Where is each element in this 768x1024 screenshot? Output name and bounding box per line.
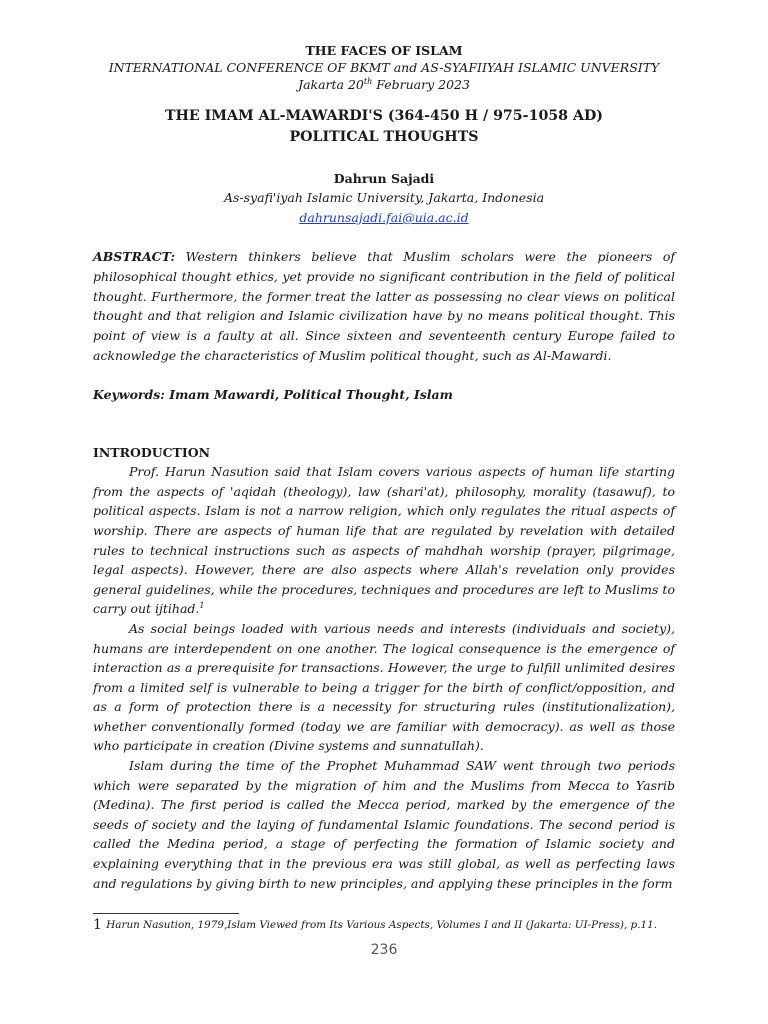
- page-number: 236: [370, 942, 398, 958]
- author-name: Dahrun Sajadi: [333, 171, 435, 186]
- footnote-text: Harun Nasution, 1979,Islam Viewed from Its Various Aspects, Volumes I and II (Jakarta: UI-Press), p.11.: [106, 919, 658, 931]
- conference-name: INTERNATIONAL CONFERENCE OF BKMT and AS-SYAFIIYAH ISLAMIC UNVERSITY: [108, 60, 660, 75]
- paper-page: [93, 42, 675, 893]
- paper-title: [93, 106, 675, 148]
- footnote: [93, 918, 683, 932]
- footnote-mark: 1: [93, 917, 102, 933]
- conference-title: THE FACES OF ISLAM: [305, 43, 463, 58]
- abstract-text: Western thinkers believe that Muslim scholars were the pioneers of philosophical thought ethics, yet provide no significant contribution in the field of political thought. Furthermore, the former treat the latter as possessing no clear views on political thought and that religion and Islamic civilization have by no means political thought. This point of view is a faulty at all. Since sixteen and seventeenth century Europe failed to acknowledge the characteristics of Muslim political thought, such as Al-Mawardi.: [93, 249, 675, 363]
- keywords: Keywords: Imam Mawardi, Political Thought, Islam: [93, 386, 453, 402]
- author-affiliation: As-syafi'iyah Islamic University, Jakarta, Indonesia: [223, 190, 545, 205]
- date-ordinal: th: [363, 76, 373, 86]
- intro-paragraph-1-text: Prof. Harun Nasution said that Islam covers various aspects of human life starting from the aspects of 'aqidah (theology), law (shari'at), philosophy, morality (tasawuf), to political aspects. Islam is not a narrow religion, which only regulates the ritual aspects of worship. There are aspects of human life that are regulated by revelation with detailed rules to technical instructions such as aspects of mahdhah worship (prayer, pilgrimage, legal aspects). However, there are also aspects where Allah's revelation only provides general guidelines, while the procedures, techniques and procedures are left to Muslims to carry out ijtihad.: [93, 464, 675, 617]
- intro-paragraph-1: [93, 462, 675, 619]
- abstract: [93, 247, 675, 366]
- abstract-label: ABSTRACT:: [93, 249, 176, 264]
- footnote-divider: [93, 913, 239, 914]
- date-prefix: Jakarta 20: [298, 77, 364, 92]
- paper-title-line-2: POLITICAL THOUGHTS: [289, 129, 479, 145]
- footnote-reference[interactable]: 1: [199, 601, 205, 611]
- date-suffix: February 2023: [372, 77, 470, 92]
- author-email-link[interactable]: dahrunsajadi.fai@uia.ac.id: [299, 210, 469, 225]
- paper-title-line-1: THE IMAM AL-MAWARDI'S (364-450 H / 975-1058 AD): [164, 108, 604, 124]
- conference-date: [93, 76, 675, 93]
- section-heading-introduction: INTRODUCTION: [93, 444, 211, 460]
- intro-paragraph-2: As social beings loaded with various needs and interests (individuals and society), humans are interdependent on one another. The logical consequence is the emergence of interaction as a prerequisite for transactions. However, the urge to fulfill unlimited desires from a limited self is vulnerable to being a trigger for the birth of conflict/opposition, and as a form of protection there is a necessity for structuring rules (institutionalization), whether conventionally formed (today we are familiar with democracy). as well as those who participate in creation (Divine systems and sunnatullah).: [93, 620, 675, 754]
- intro-paragraph-3: Islam during the time of the Prophet Muhammad SAW went through two periods which were separated by the migration of him and the Muslims from Mecca to Yasrib (Medina). The first period is called the Mecca period, marked by the emergence of the seeds of society and the laying of fundamental Islamic foundations. The second period is called the Medina period, a stage of perfecting the formation of Islamic society and explaining everything that in the previous era was still global, as well as perfecting laws and regulations by giving birth to new principles, and applying these principles in the form: [93, 758, 675, 891]
